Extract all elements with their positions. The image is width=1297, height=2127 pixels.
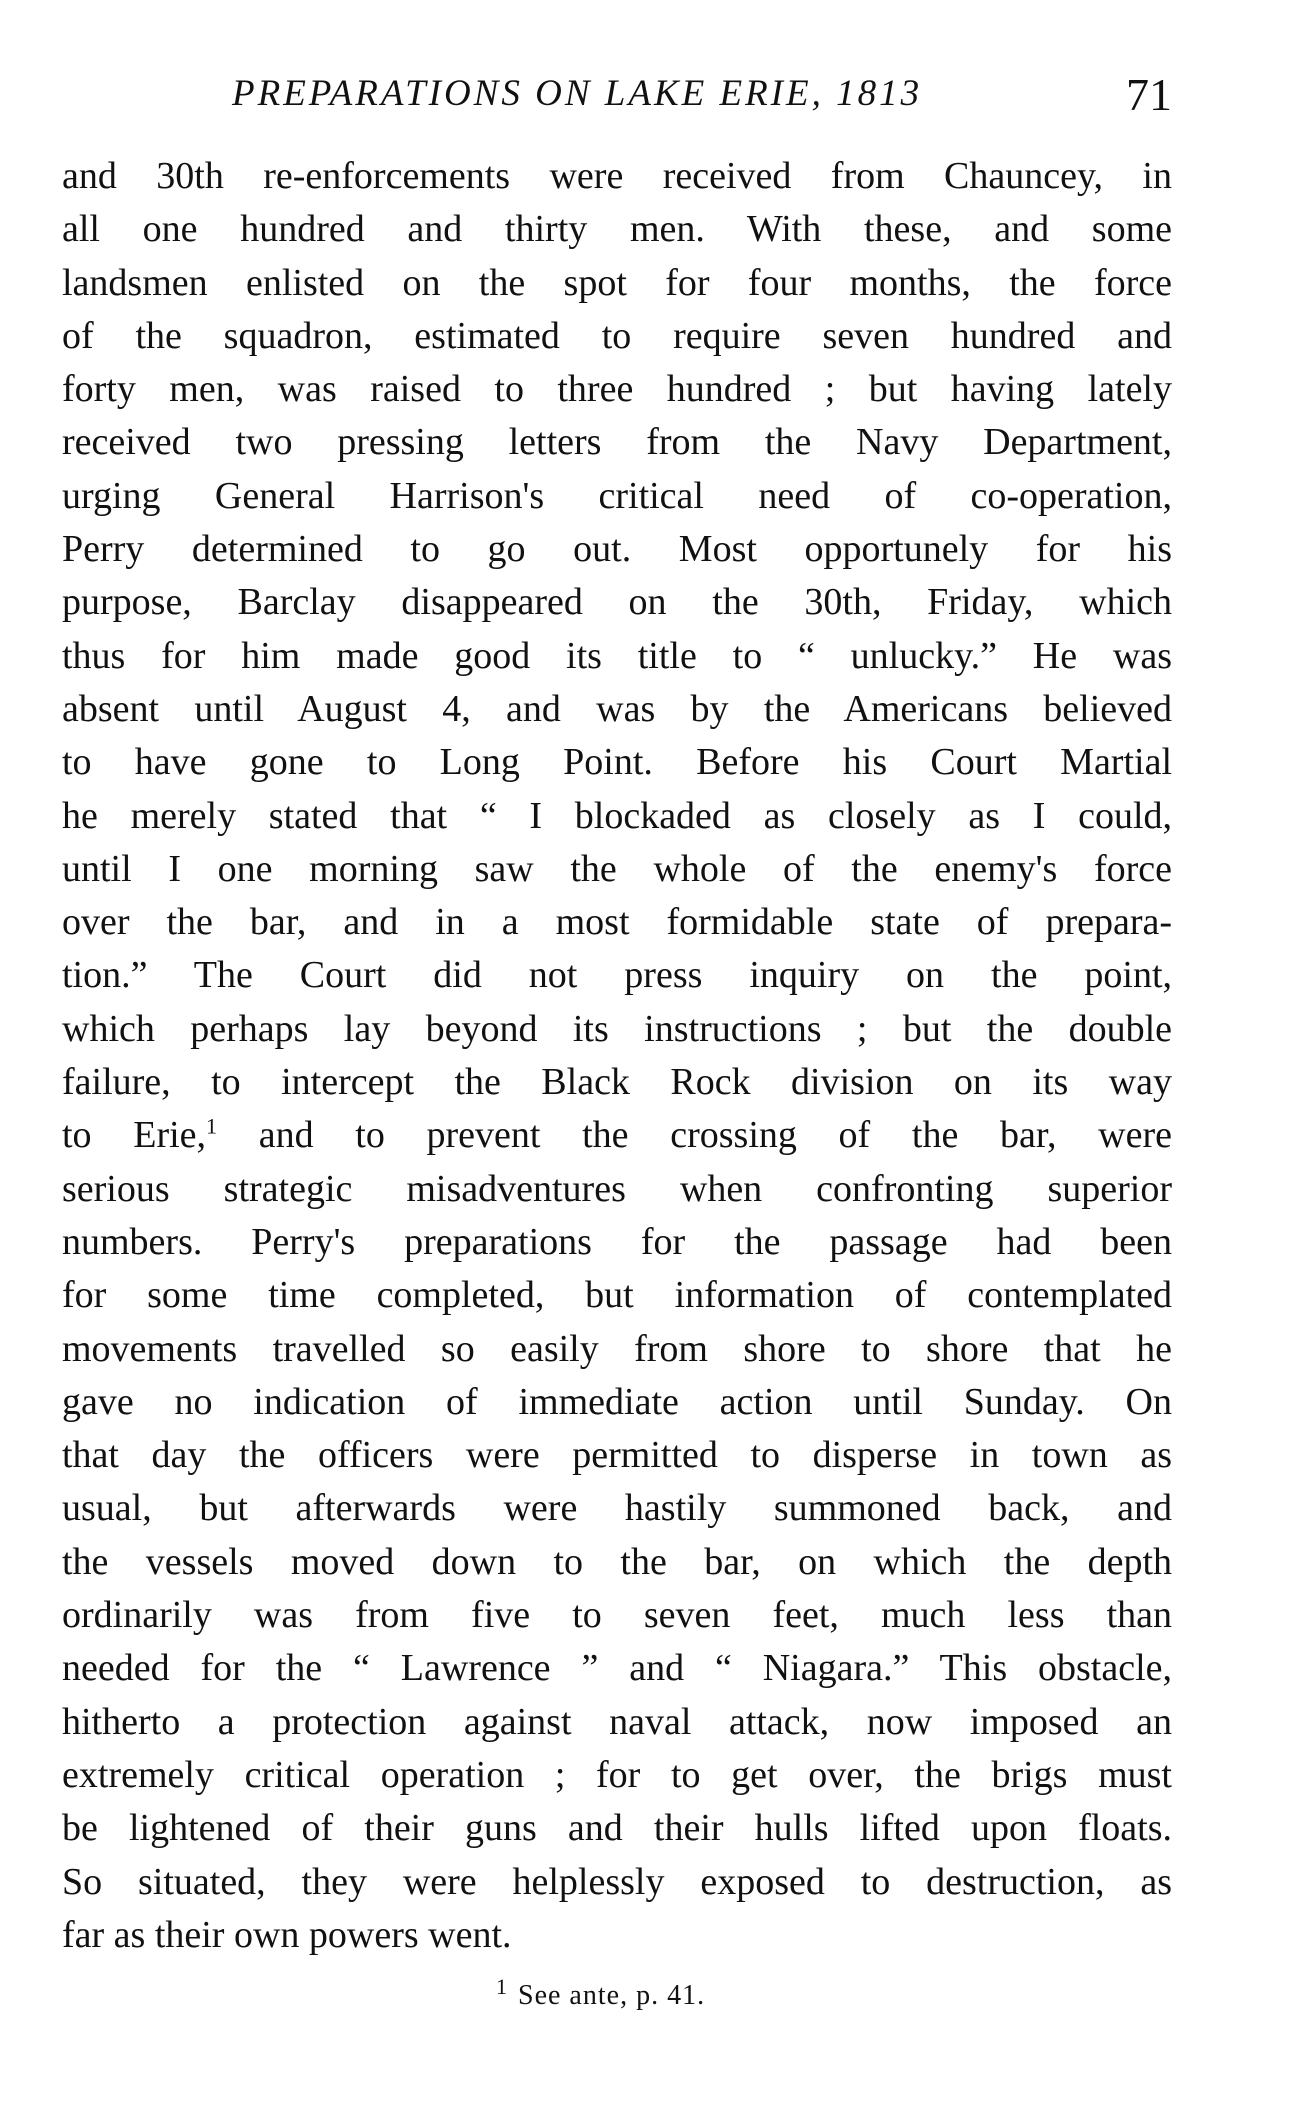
- text-line: landsmen enlisted on the spot for four months, the force: [62, 261, 1172, 304]
- text-segment: and to prevent the crossing of the bar, were: [258, 1114, 1172, 1157]
- text-line: Perry determined to go out. Most opportunely for his: [62, 528, 1172, 571]
- text-line: over the bar, and in a most formidable state of prepara-: [62, 901, 1172, 944]
- running-head: [62, 62, 1172, 122]
- text-line: that day the officers were permitted to disperse in town as: [62, 1434, 1172, 1477]
- text-line: So situated, they were helplessly exposed to destruction, as: [62, 1860, 1172, 1903]
- text-line: absent until August 4, and was by the Americans believed: [62, 687, 1172, 730]
- footnote-mark: 1: [496, 1973, 508, 1999]
- text-line: forty men, was raised to three hundred ; but having lately: [62, 368, 1172, 411]
- text-line-with-footnote: [62, 1109, 1172, 1162]
- text-line: serious strategic misadventures when confronting superior: [62, 1167, 1172, 1210]
- text-line: ordinarily was from five to seven feet, much less than: [62, 1594, 1172, 1637]
- text-line: extremely critical operation ; for to get over, the brigs must: [62, 1753, 1172, 1796]
- text-line: the vessels moved down to the bar, on which the depth: [62, 1540, 1172, 1583]
- text-line: urging General Harrison's critical need of co-operation,: [62, 474, 1172, 517]
- text-line: until I one morning saw the whole of the enemy's force: [62, 847, 1172, 890]
- footnote: [496, 1973, 706, 2012]
- running-head-title: PREPARATIONS ON LAKE ERIE, 1813: [232, 73, 923, 114]
- text-segment: to Erie,: [62, 1114, 207, 1157]
- text-line: of the squadron, estimated to require seven hundred and: [62, 314, 1172, 357]
- text-line: all one hundred and thirty men. With these, and some: [62, 208, 1172, 251]
- text-line: hitherto a protection against naval attack, now imposed an: [62, 1700, 1172, 1743]
- text-line: needed for the “ Lawrence ” and “ Niagara.” This obstacle,: [62, 1647, 1172, 1690]
- footnote-text: See ante, p. 41.: [518, 1980, 706, 2011]
- text-line: movements travelled so easily from shore to shore that he: [62, 1327, 1172, 1370]
- text-line: tion.” The Court did not press inquiry on the point,: [62, 954, 1172, 997]
- text-line: be lightened of their guns and their hulls lifted upon floats.: [62, 1807, 1172, 1850]
- text-line: to have gone to Long Point. Before his Court Martial: [62, 741, 1172, 784]
- text-line: received two pressing letters from the Navy Department,: [62, 421, 1172, 464]
- text-line: far as their own powers went.: [62, 1913, 512, 1956]
- text-line: which perhaps lay beyond its instructions ; but the double: [62, 1007, 1172, 1050]
- text-line: numbers. Perry's preparations for the passage had been: [62, 1220, 1172, 1263]
- text-line: thus for him made good its title to “ unlucky.” He was: [62, 634, 1172, 677]
- text-line: gave no indication of immediate action until Sunday. On: [62, 1380, 1172, 1423]
- text-line: failure, to intercept the Black Rock division on its way: [62, 1061, 1172, 1104]
- text-line: purpose, Barclay disappeared on the 30th, Friday, which: [62, 581, 1172, 624]
- text-line: usual, but afterwards were hastily summoned back, and: [62, 1487, 1172, 1530]
- footnote-reference: 1: [206, 1113, 218, 1139]
- text-line: and 30th re-enforcements were received from Chauncey, in: [62, 155, 1172, 197]
- text-line: he merely stated that “ I blockaded as closely as I could,: [62, 794, 1172, 837]
- page-number: 71: [1126, 69, 1172, 120]
- body-text: [62, 150, 1172, 1962]
- text-line: for some time completed, but information of contemplated: [62, 1274, 1172, 1317]
